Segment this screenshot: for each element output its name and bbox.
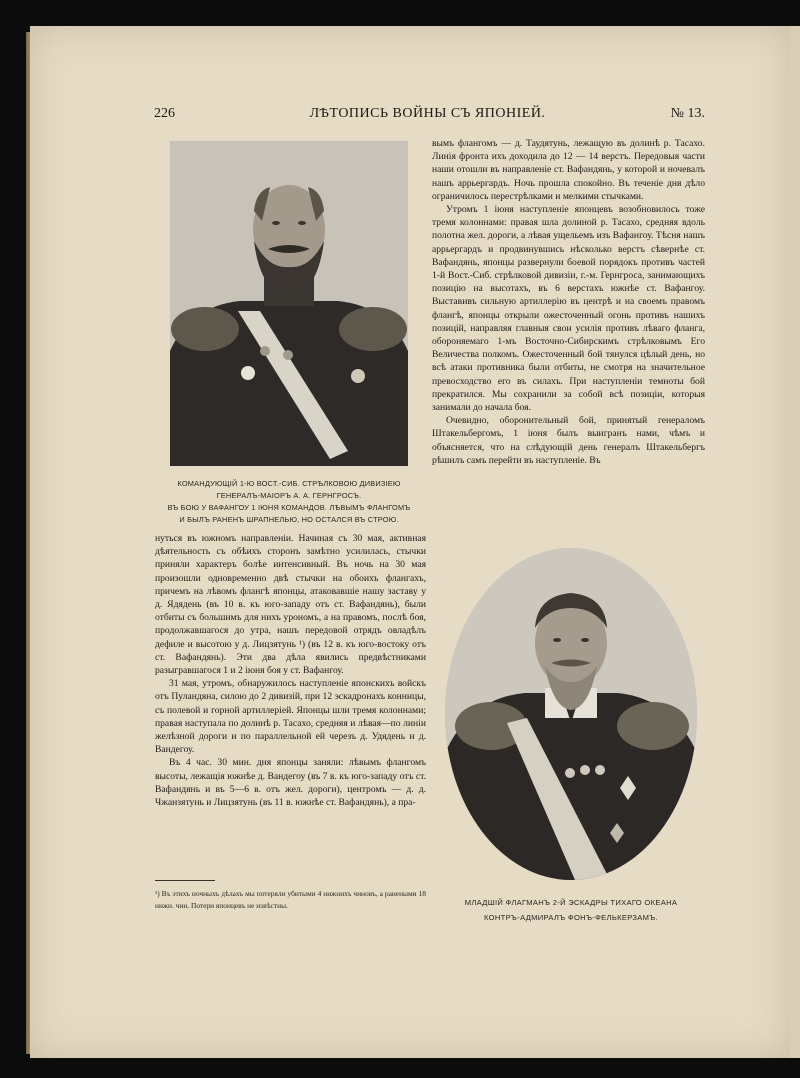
issue-number: № 13. (670, 106, 705, 121)
right-column-text (432, 137, 705, 467)
caption-line: КОМАНДУЮЩІЙ 1-Ю ВОСТ.-СИБ. СТРѢЛКОВОЮ ДИВИЗІЕЮ (177, 479, 401, 488)
footnote-rule (155, 880, 215, 881)
caption-line: КОНТРЪ-АДМИРАЛЪ ФОНЪ-ФЕЛЬКЕРЗАМЪ. (484, 913, 658, 922)
portrait-gerngross (170, 141, 408, 466)
paragraph: нуться въ южномъ направленіи. Начиная съ 30 мая, активная дѣятельность съ обѣихъ сторонъ замѣтно усилилась, стычки приняли характеръ болѣе интенсивный. Въ ночь на 30 мая произошли одновременно двѣ стычки на обоихъ флангахъ, причемъ на лѣвомъ флангѣ японцы, атаковавшіе нашу заставу у д. Ядядень (въ 10 в. къ юго-западу отъ ст. Вафандянь), были отбиты съ большимъ для нихъ урономъ, а на правомъ, послѣ боя, продолжавшагося до утра, нашъ передовой отрядъ овладѣлъ дефиле и высотою у д. Лицзятунь ¹) (въ 12 в. къ юго-востоку отъ ст. Вафандянь). Эти два дѣла явились предвѣстниками разыгравшагося 1 и 2 іюня боя у ст. Вафангоу. (155, 533, 426, 677)
page-number: 226 (154, 106, 175, 121)
portrait-felkerzam (445, 548, 697, 880)
paragraph: 31 мая, утромъ, обнаружилось наступленіе японскихъ войскъ отъ Пуландяна, силою до 2 дивизій, при 12 эскадронахъ конницы, съ полевой и горной артиллеріей. Японцы шли тремя колоннами; правая наступала по долинѣ р. Тасахо, средняя и лѣвая—по линіи желѣзной дороги и по параллельной ей черезъ д. Удядень и д. Вандегоу. (155, 678, 426, 756)
running-header (150, 106, 705, 128)
paragraph: Въ 4 час. 30 мин. дня японцы заняли: лѣвымъ флангомъ высоты, лежащія южнѣе д. Вандегоу (въ 7 в. къ юго-западу отъ ст. Вафандянь и въ 5—6 в. отъ жел. дороги), центромъ — д. д. Чжанзятунь и Лицзятунь (въ 11 в. южнѣе ст. Вафандянь), а пра- (155, 757, 426, 809)
left-column-text (155, 532, 426, 809)
paragraph: Очевидно, оборонительный бой, принятый генераломъ Штакельбергомъ, 1 іюня былъ выигранъ нами, чѣмъ и объясняется, что на слѣдующій день генералъ Штакельбергъ рѣшилъ самъ перейти въ наступленіе. Въ (432, 415, 705, 466)
caption-line: МЛАДШІЙ ФЛАГМАНЪ 2-Й ЭСКАДРЫ ТИХАГО ОКЕАНА (464, 898, 678, 907)
portrait-felkerzam-image (445, 548, 697, 880)
caption-line: И БЫЛЪ РАНЕНЪ ШРАПНЕЛЬЮ, НО ОСТАЛСЯ ВЪ СТРОЮ. (179, 515, 399, 524)
portrait-caption-gerngross (160, 478, 418, 526)
portrait-caption-felkerzam (440, 895, 702, 925)
portrait-gerngross-image (170, 141, 408, 466)
running-title: ЛѢТОПИСЬ ВОЙНЫ СЪ ЯПОНІЕЙ. (309, 106, 546, 121)
footnote: ¹) Въ этихъ ночныхъ дѣлахъ мы потеряли убитыми 4 нижнихъ чиновъ, а ранеными 18 нижн. чин. Потери японцевъ не извѣстны. (155, 889, 426, 910)
paragraph: Утромъ 1 іюня наступленіе японцевъ возобновилось тоже тремя колоннами: правая шла долиной р. Тасахо, средняя вдоль полотна жел. дороги, а лѣвая ущельемъ изъ Вафангоу. Тѣсня нашъ аррьергардъ и продвинувшись нѣсколько верстъ сѣвернѣе ст. Вафандянь, японцы развернули боевой порядокъ противъ частей 1-й Вост.-Сиб. стрѣлковой дивизіи, г.-м. Гернгроса, занимающихъ позицію на высотахъ, въ 6 верстахъ южнѣе ст. Вафангоу. Выставивъ сильную артиллерію въ центрѣ и на своемъ правомъ флангѣ, японцы открыли ожесточенный огонь противъ нашихъ позицій, направляя главныя свои усилія противъ лѣваго фланга, обороняемаго 1-мъ Восточно-Сибирскимъ стрѣлковымъ Его Величества полкомъ. Ожесточенный бой тянулся цѣлый день, но всѣ атаки противника были отбиты, не смотря на значительное превосходство его въ силахъ. При наступленіи темноты бой прекратился. Мы сохранили за собой всѣ позиціи, которыя занимали до начала боя. (432, 204, 705, 414)
caption-line: ВЪ БОЮ У ВАФАНГОУ 1 ІЮНЯ КОМАНДОВ. ЛѢВЫМЪ ФЛАНГОМЪ (167, 503, 411, 512)
caption-line: ГЕНЕРАЛЪ-МАІОРЪ А. А. ГЕРНГРОСЪ. (216, 491, 362, 500)
paragraph: вымъ флангомъ — д. Таудятунь, лежащую въ долинѣ р. Тасахо. Линія фронта ихъ доходила до 12 — 14 верстъ. Передовыя части наши отошли въ направленіе ст. Вафандянь, у которой и ночевалъ нашъ аррьергардъ. Ночь прошла спокойно. Въ теченіе дня дѣло ограничилось перестрѣлками и мелкими стычками. (432, 138, 705, 202)
